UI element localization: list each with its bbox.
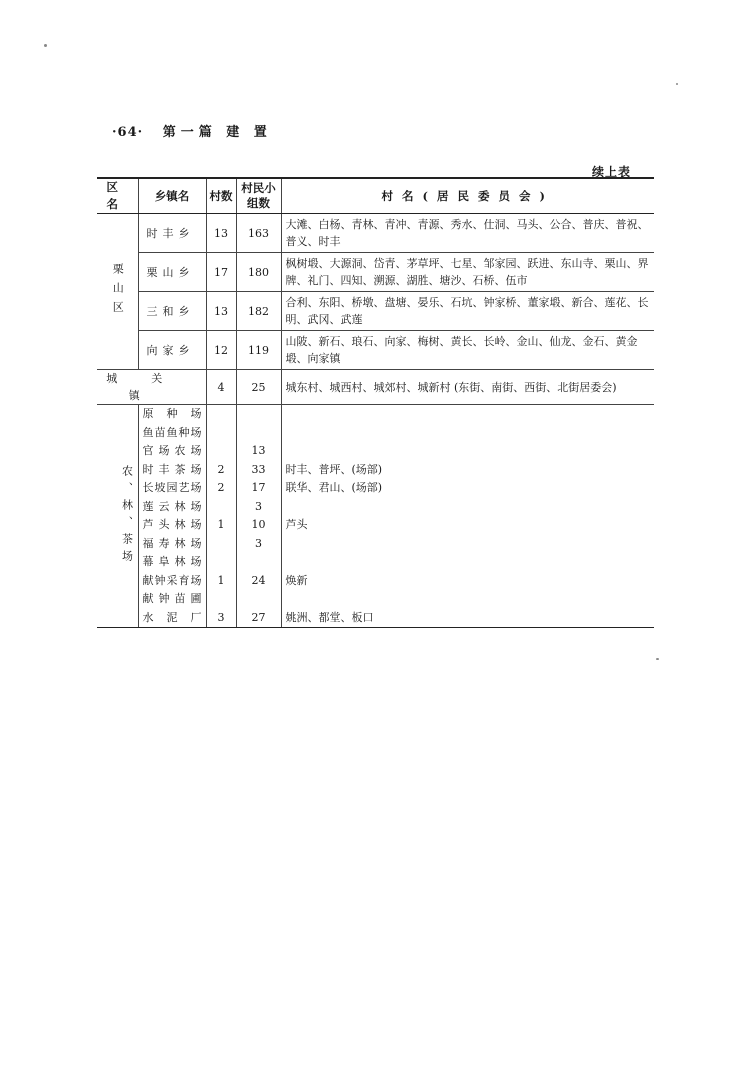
table-row — [97, 405, 654, 424]
table-row — [97, 516, 654, 535]
village-count: 2 — [206, 479, 236, 498]
township-name: 向家乡 — [138, 331, 206, 370]
township-name: 栗山乡 — [138, 253, 206, 292]
farm-name: 长坡园艺场 — [138, 479, 206, 498]
village-count: 3 — [206, 609, 236, 628]
village-count: 13 — [206, 292, 236, 331]
col-names: 村名(居民委员会) — [281, 178, 654, 214]
group-count: 33 — [236, 461, 281, 480]
village-count — [206, 535, 236, 554]
village-count: 2 — [206, 461, 236, 480]
group-count — [236, 553, 281, 572]
district-cell-farms: 农、林、茶场 — [97, 405, 138, 628]
table-row — [97, 214, 654, 253]
group-count: 13 — [236, 442, 281, 461]
village-names — [281, 498, 654, 517]
village-names — [281, 553, 654, 572]
village-count — [206, 442, 236, 461]
group-count: 182 — [236, 292, 281, 331]
group-count: 180 — [236, 253, 281, 292]
group-count — [236, 405, 281, 424]
district-cell-lishan: 栗山区 — [97, 214, 138, 370]
group-count: 25 — [236, 370, 281, 405]
township-name: 时丰乡 — [138, 214, 206, 253]
table-row — [97, 590, 654, 609]
table-row — [97, 424, 654, 443]
group-count: 3 — [236, 498, 281, 517]
farm-name: 水泥厂 — [138, 609, 206, 628]
village-count: 13 — [206, 214, 236, 253]
col-district: 区 名 — [97, 178, 138, 214]
table-header-row — [97, 178, 654, 214]
col-township: 乡镇名 — [138, 178, 206, 214]
farm-name: 福寿林场 — [138, 535, 206, 554]
table-row-chengguan — [97, 370, 654, 405]
group-count — [236, 424, 281, 443]
village-names: 合利、东阳、桥墩、盘塘、晏乐、石坑、钟家桥、董家塅、新合、莲花、长明、武冈、武莲 — [281, 292, 654, 331]
scan-speck — [656, 658, 659, 660]
table-row — [97, 535, 654, 554]
village-names — [281, 442, 654, 461]
village-names — [281, 535, 654, 554]
table-row — [97, 253, 654, 292]
continued-label: 续上表 — [592, 165, 632, 179]
village-names: 姚洲、都堂、板口 — [281, 609, 654, 628]
col-groups: 村民小组数 — [236, 178, 281, 214]
farm-name: 时丰茶场 — [138, 461, 206, 480]
village-count — [206, 424, 236, 443]
table-row — [97, 331, 654, 370]
village-count — [206, 553, 236, 572]
group-count: 163 — [236, 214, 281, 253]
group-count: 119 — [236, 331, 281, 370]
farm-name: 鱼苗鱼种场 — [138, 424, 206, 443]
table-row — [97, 572, 654, 591]
table-row — [97, 609, 654, 628]
group-count: 3 — [236, 535, 281, 554]
page-number: ·64· — [112, 125, 144, 140]
table-row — [97, 553, 654, 572]
village-names — [281, 405, 654, 424]
village-names: 枫树塅、大源洞、岱青、茅草坪、七星、邹家园、跃进、东山寺、栗山、界牌、礼门、四知、溯源、湖胜、塘沙、石桥、伍市 — [281, 253, 654, 292]
village-table — [97, 177, 654, 628]
village-names: 时丰、普坪、(场部) — [285, 462, 383, 476]
farm-name: 原种场 — [138, 405, 206, 424]
village-names: 山陂、新石、琅石、向家、梅树、黄长、长岭、金山、仙龙、金石、黄金塅、向家镇 — [281, 331, 654, 370]
scan-speck — [676, 83, 678, 85]
group-count: 17 — [236, 479, 281, 498]
group-count — [236, 590, 281, 609]
village-count: 1 — [206, 572, 236, 591]
village-names — [281, 424, 654, 443]
village-names — [281, 590, 654, 609]
scan-speck — [44, 44, 47, 47]
village-count — [206, 405, 236, 424]
table-row — [97, 498, 654, 517]
village-names: 焕新 — [285, 573, 308, 587]
village-names: 联华、君山、(场部) — [285, 481, 383, 494]
group-count: 24 — [236, 572, 281, 591]
farm-name: 献钟苗圃 — [138, 590, 206, 609]
village-names: 城东村、城西村、城郊村、城新村 (东街、南街、西街、北街居委会) — [281, 370, 654, 405]
table-row — [97, 292, 654, 331]
farm-name: 芦头林场 — [138, 516, 206, 535]
table-row — [97, 442, 654, 461]
village-names: 芦头 — [285, 518, 308, 531]
col-villages: 村数 — [206, 178, 236, 214]
section-title: 第一篇 建 置 — [162, 125, 272, 140]
group-count: 10 — [236, 516, 281, 535]
group-count: 27 — [236, 609, 281, 628]
village-count: 4 — [206, 370, 236, 405]
village-count: 12 — [206, 331, 236, 370]
village-count — [206, 590, 236, 609]
table-row — [97, 479, 654, 498]
farm-name: 官场农场 — [138, 442, 206, 461]
town-name: 城关镇 — [97, 370, 206, 405]
village-count: 17 — [206, 253, 236, 292]
township-name: 三和乡 — [138, 292, 206, 331]
village-count: 1 — [206, 516, 236, 535]
farm-name: 献钟采育场 — [138, 572, 206, 591]
village-count — [206, 498, 236, 517]
page-header — [112, 121, 272, 140]
village-names: 大滩、白杨、青林、青冲、青源、秀水、仕洞、马头、公合、普庆、普祝、普义、时丰 — [281, 214, 654, 253]
table-row — [97, 461, 654, 480]
farm-name: 莲云林场 — [138, 498, 206, 517]
farm-name: 幕阜林场 — [138, 553, 206, 572]
